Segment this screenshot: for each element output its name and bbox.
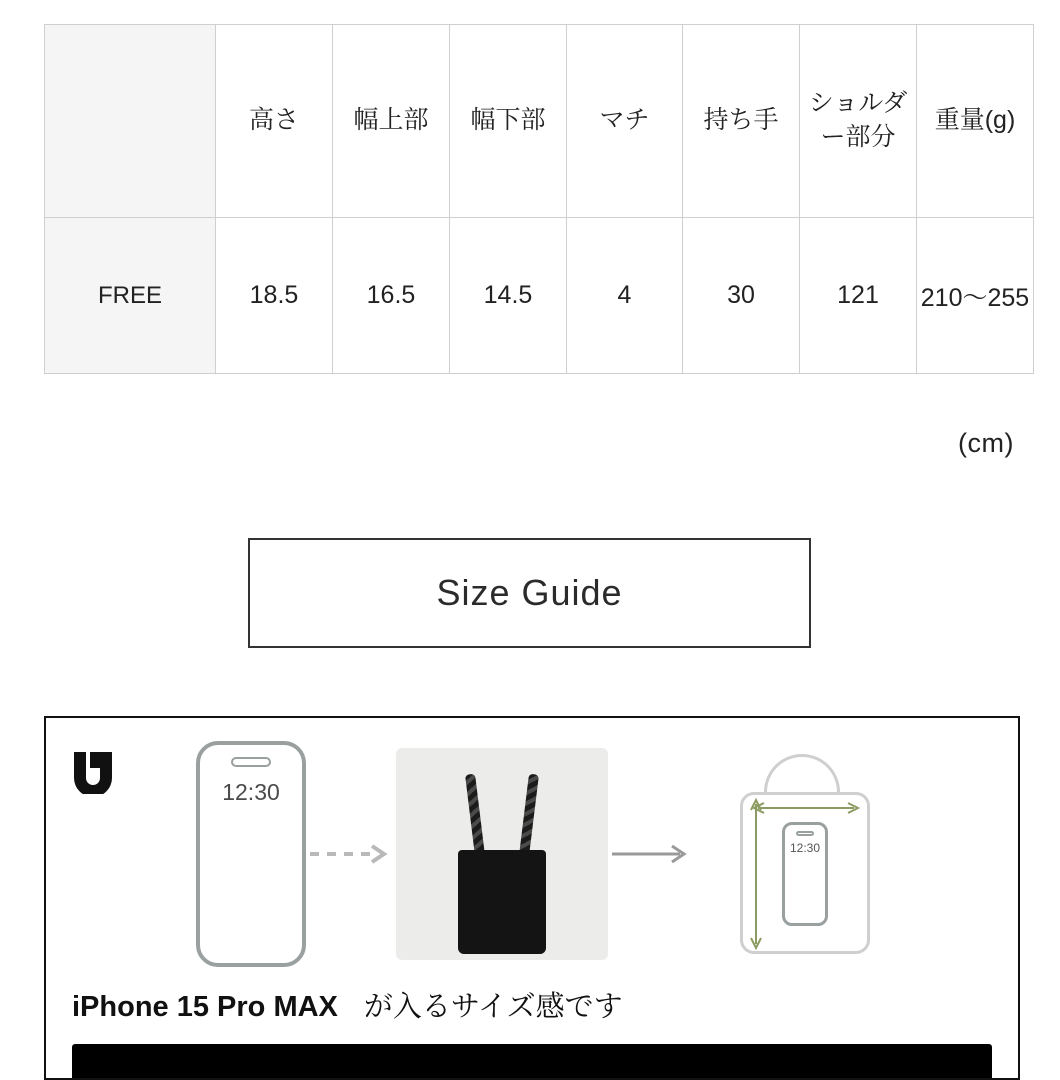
table-header-gusset: マチ: [567, 25, 683, 218]
table-cell-width-top: 16.5: [333, 218, 450, 374]
bag-product-photo: [396, 748, 608, 960]
promo-caption-bold: iPhone 15 Pro MAX: [72, 990, 338, 1023]
table-cell-height: 18.5: [216, 218, 333, 374]
table-cell-shoulder: 121: [800, 218, 917, 374]
mini-phone-illustration: [782, 822, 828, 926]
table-header-handle: 持ち手: [683, 25, 800, 218]
bag-strap-left: [465, 774, 485, 857]
table-cell-gusset: 4: [567, 218, 683, 374]
arrow-solid-icon: [608, 842, 698, 866]
table-header-weight: 重量(g): [917, 25, 1034, 218]
bag-strap-right: [519, 774, 539, 857]
table-header-width-top: 幅上部: [333, 25, 450, 218]
table-header-width-bottom: 幅下部: [450, 25, 567, 218]
table-row: [45, 218, 1034, 374]
phone-notch-icon: [231, 757, 271, 767]
promo-illustration-row: [196, 734, 996, 974]
phone-illustration: [196, 741, 306, 967]
promo-bottom-bar: [72, 1044, 992, 1078]
mini-phone-time-label: 12:30: [789, 841, 821, 855]
bag-body: [458, 850, 546, 954]
table-row-label-free: FREE: [45, 218, 216, 374]
size-guide-button-label: Size Guide: [436, 572, 623, 613]
table-corner-cell: [45, 25, 216, 218]
brand-logo-icon: [70, 748, 116, 794]
table-header-row: [45, 25, 1034, 218]
promo-caption: [46, 986, 1018, 1022]
promo-caption-rest: が入るサイズ感です: [363, 990, 623, 1023]
table-header-shoulder: ショルダー部分: [800, 25, 917, 218]
arrow-dashed-icon: [306, 842, 396, 866]
mini-phone-notch-icon: [796, 831, 814, 836]
table-cell-weight: 210〜255: [917, 218, 1034, 374]
promo-illustration-area: [46, 718, 1018, 990]
table-header-height: 高さ: [216, 25, 333, 218]
table-cell-width-bottom: 14.5: [450, 218, 567, 374]
size-table: [44, 24, 1034, 374]
phone-time-label: 12:30: [222, 779, 280, 805]
unit-note: (cm): [958, 428, 1014, 458]
table-cell-handle: 30: [683, 218, 800, 374]
size-guide-button[interactable]: [248, 538, 811, 648]
promo-card: [44, 716, 1020, 1080]
phone-in-bag-illustration: [736, 748, 874, 960]
